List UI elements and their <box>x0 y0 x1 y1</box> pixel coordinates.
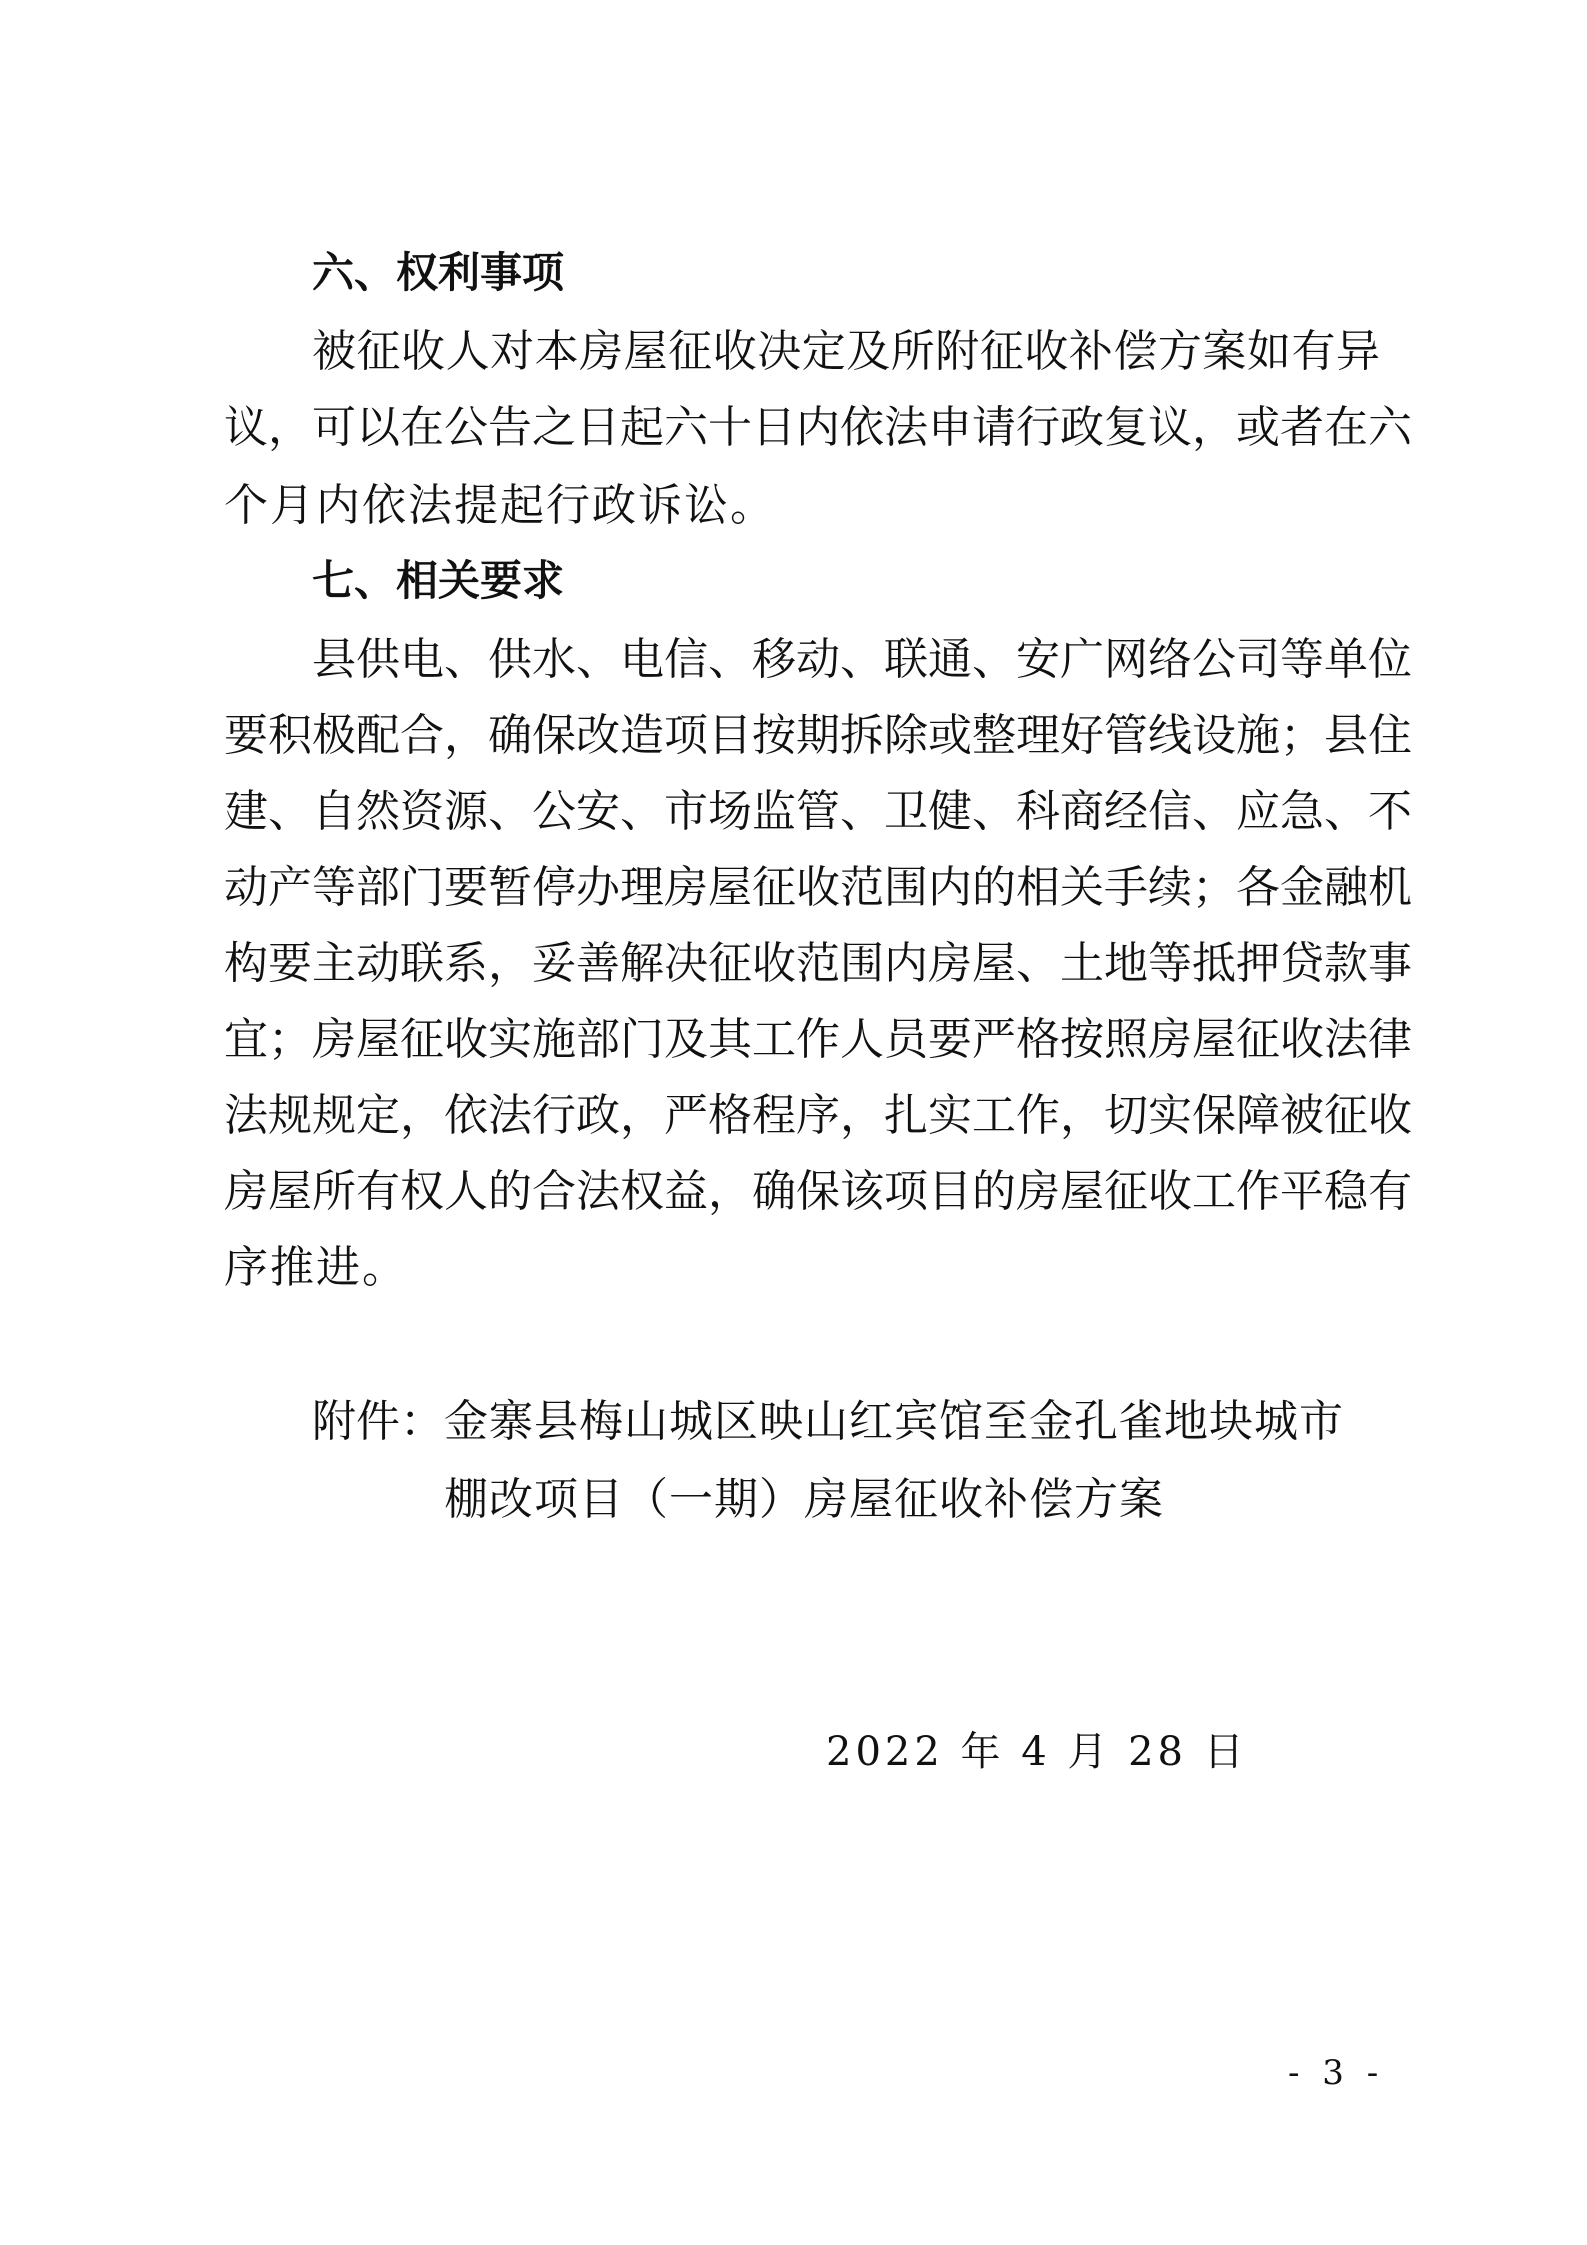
paragraph-line: 动产等部门要暂停办理房屋征收范围内的相关手续；各金融机 <box>224 862 1412 913</box>
document-date: 2022 年 4 月 28 日 <box>826 1729 1248 1775</box>
attachment-title-line1: 金寨县梅山城区映山红宾馆至金孔雀地块城市 <box>444 1396 1344 1447</box>
paragraph-line: 序推进。 <box>224 1242 408 1293</box>
paragraph-line: 建、自然资源、公安、市场监管、卫健、科商经信、应急、不 <box>224 786 1412 837</box>
paragraph-line: 被征收人对本房屋征收决定及所附征收补偿方案如有异 <box>312 326 1380 377</box>
paragraph-line: 议，可以在公告之日起六十日内依法申请行政复议，或者在六 <box>224 402 1412 453</box>
paragraph-line: 县供电、供水、电信、移动、联通、安广网络公司等单位 <box>312 634 1412 685</box>
paragraph-line: 个月内依法提起行政诉讼。 <box>224 480 776 531</box>
attachment-label: 附件： <box>312 1396 444 1447</box>
paragraph-line: 宜；房屋征收实施部门及其工作人员要严格按照房屋征收法律 <box>224 1014 1412 1065</box>
section-heading-rights: 六、权利事项 <box>312 248 565 297</box>
section-heading-requirements: 七、相关要求 <box>312 556 565 605</box>
page-number: - 3 - <box>1288 2053 1385 2093</box>
attachment-title-line2: 棚改项目（一期）房屋征收补偿方案 <box>444 1474 1164 1525</box>
paragraph-line: 要积极配合，确保改造项目按期拆除或整理好管线设施；县住 <box>224 710 1412 761</box>
paragraph-line: 法规规定，依法行政，严格程序，扎实工作，切实保障被征收 <box>224 1090 1412 1141</box>
paragraph-line: 房屋所有权人的合法权益，确保该项目的房屋征收工作平稳有 <box>224 1166 1412 1217</box>
paragraph-line: 构要主动联系，妥善解决征收范围内房屋、土地等抵押贷款事 <box>224 938 1412 989</box>
